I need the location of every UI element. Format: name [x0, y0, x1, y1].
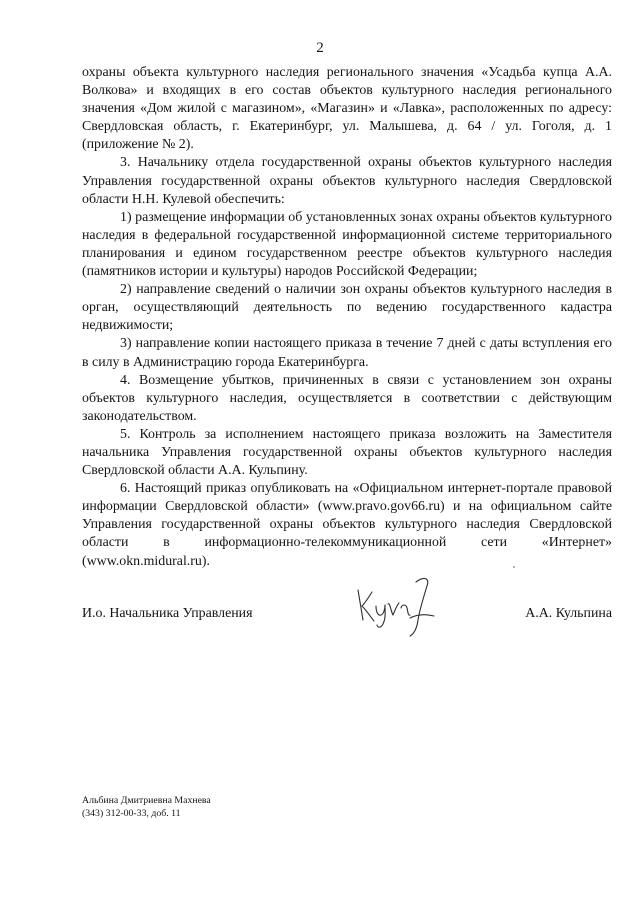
executor-name: Альбина Дмитриевна Махнева [82, 795, 211, 806]
paragraph-item-4: 4. Возмещение убытков, причиненных в связи с установлением зон охраны объектов культурного наследия, осуществляется в соответствии с действующим законодательством. [82, 372, 612, 424]
handwritten-signature [354, 574, 444, 644]
paragraph-subitem-1: 1) размещение информации об установленных зонах охраны объектов культурного наследия в федеральной государственной информационной системе территориального планирования и едином государственном реестре объектов культурного наследия (памятников истории и культуры) народов Российской Федерации; [82, 209, 612, 280]
page-number: 2 [316, 40, 324, 56]
paragraph-item-5: 5. Контроль за исполнением настоящего приказа возложить на Заместителя начальника Управления государственной охраны объектов культурного наследия Свердловской области А.А. Кульпину. [82, 426, 612, 479]
signatory-name: А.А. Кульпина [525, 606, 612, 621]
executor-info [82, 795, 211, 820]
signatory-position: И.о. Начальника Управления [82, 606, 253, 621]
paragraph-continuation: охраны объекта культурного наследия регионального значения «Усадьба купца А.А. Волкова» и входящих в его состав объектов культурного наследия регионального значения «Дом жилой с магазином», «Магазин» и «Лавка», расположенных по адресу: Свердловская область, г. Екатеринбург, ул. Малышева, д. 64 / ул. Гоголя, д. 1 (приложение № 2). [82, 65, 612, 153]
signature-row [82, 596, 612, 640]
scan-speck [513, 566, 515, 568]
executor-phone: (343) 312-00-33, доб. 11 [82, 807, 181, 819]
paragraph-item-6: 6. Настоящий приказ опубликовать на «Официальном интернет-портале правовой информации Свердловской области» (www.pravo.gov66.ru) и на официальном сайте Управления государственной охраны объектов культурного наследия Свердловской области в информационно-телекоммуникационной сети «Интернет» (www.okn.midural.ru). [82, 481, 612, 569]
paragraph-subitem-3: 3) направление копии настоящего приказа в течение 7 дней с даты вступления его в силу в Администрацию города Екатеринбурга. [82, 336, 612, 370]
paragraph-subitem-2: 2) направление сведений о наличии зон охраны объектов культурного наследия в орган, осуществляющий деятельность по ведению государственного кадастра недвижимости; [82, 282, 612, 334]
paragraph-item-3: 3. Начальнику отдела государственной охраны объектов культурного наследия Управления государственной охраны объектов культурного наследия Свердловской области Н.Н. Кулевой обеспечить: [82, 155, 612, 207]
document-body [82, 64, 612, 571]
